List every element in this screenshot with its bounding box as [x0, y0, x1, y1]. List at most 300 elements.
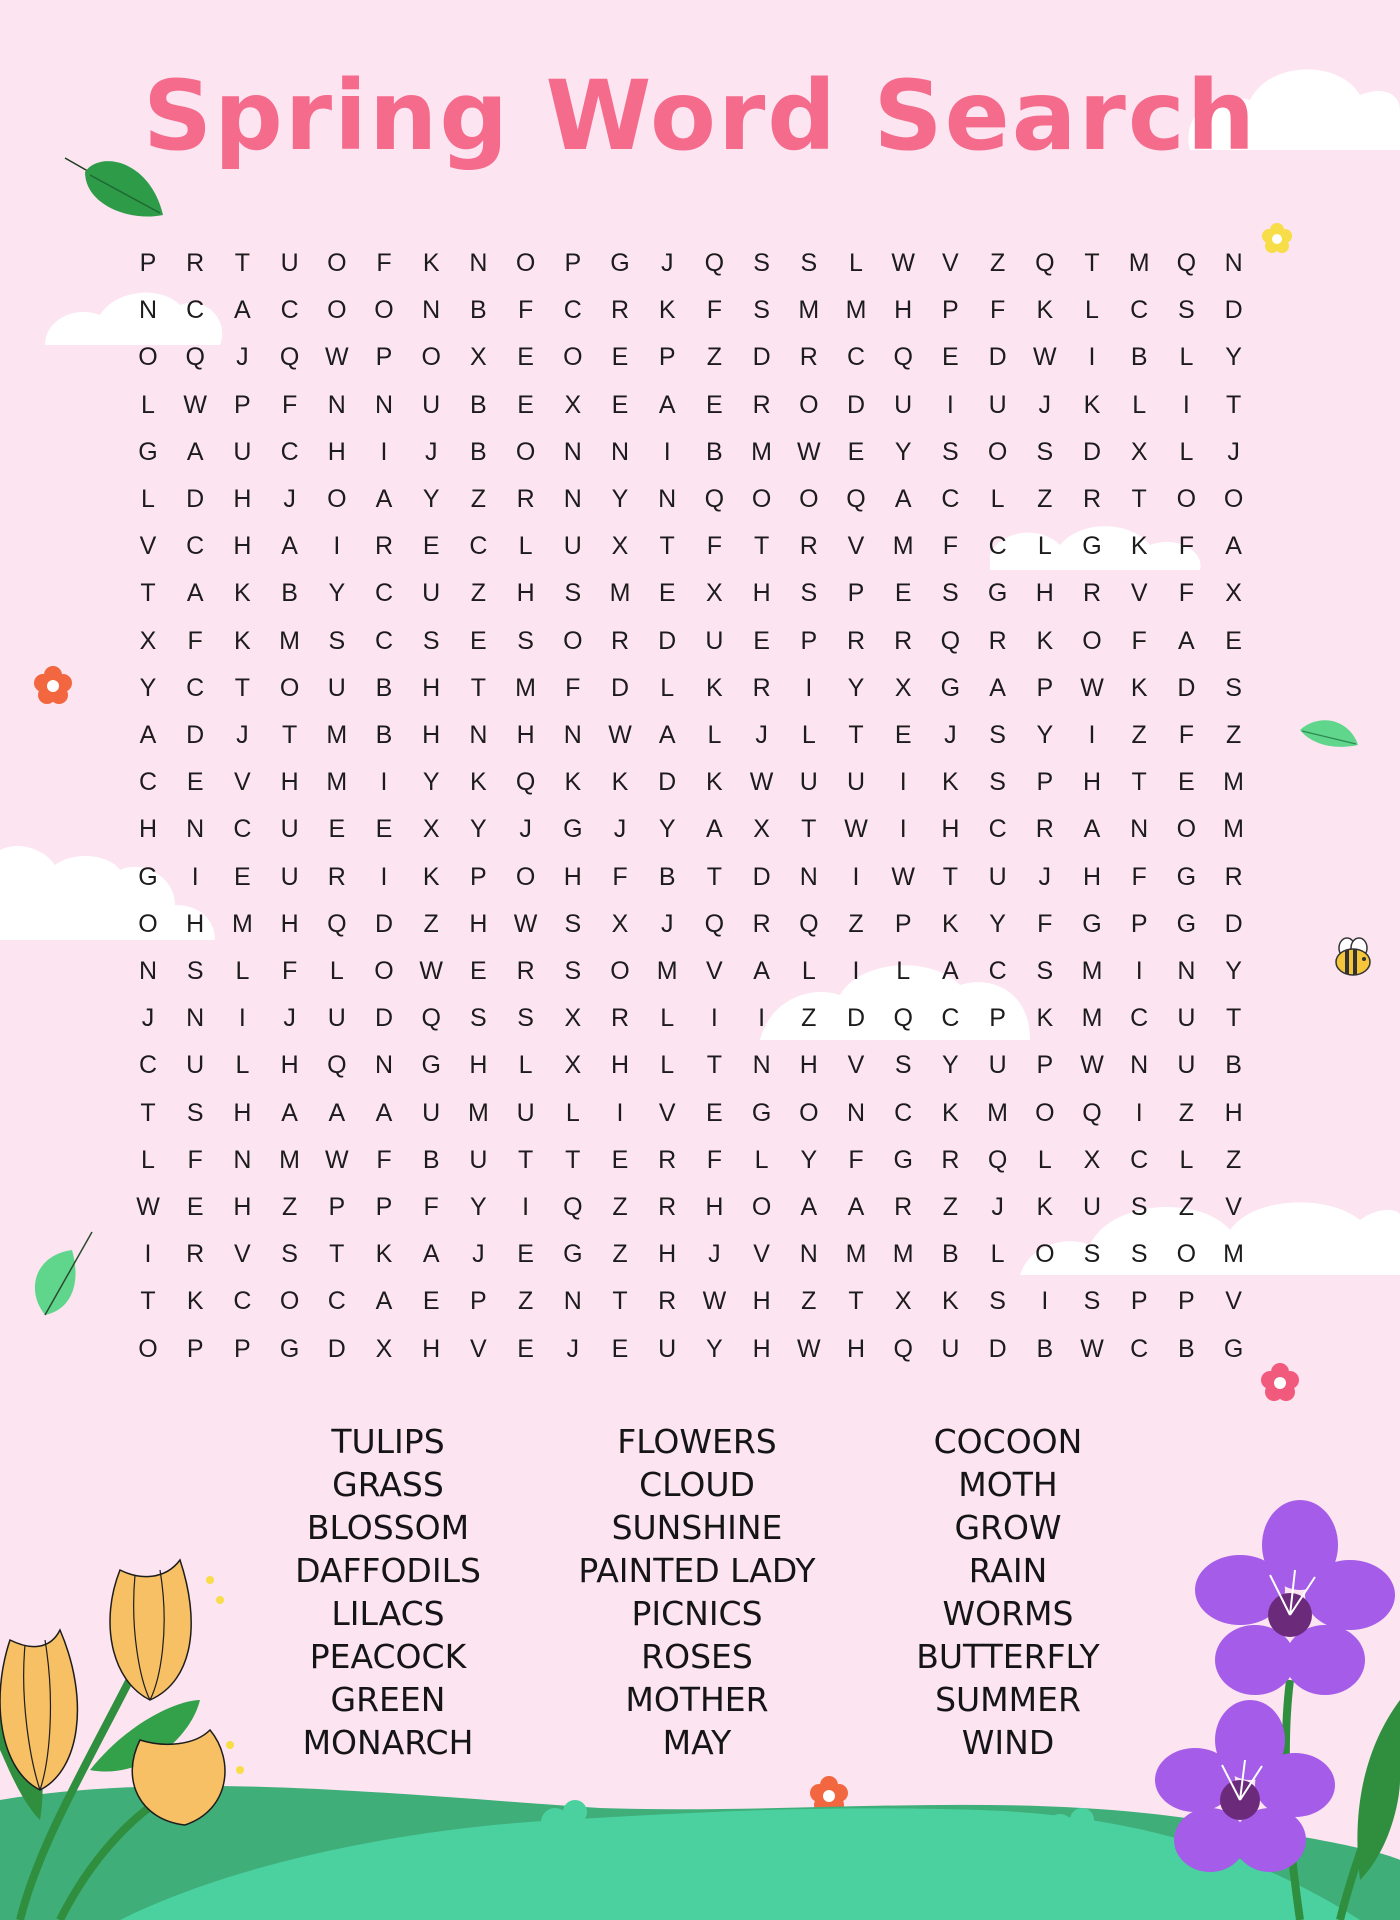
grid-letter: J — [613, 815, 627, 844]
grid-letter: P — [1036, 768, 1054, 797]
grid-letter: L — [754, 1145, 769, 1174]
grid-letter: U — [941, 1334, 960, 1363]
grid-letter: M — [279, 626, 300, 655]
grid-letter: F — [565, 673, 581, 702]
grid-letter: K — [942, 909, 959, 938]
grid-letter: D — [1224, 909, 1243, 938]
grid-letter: R — [610, 1004, 630, 1033]
grid-letter: Q — [327, 909, 347, 938]
grid-letter: I — [380, 768, 388, 797]
grid-letter: F — [423, 1193, 439, 1221]
grid-letter: L — [1037, 532, 1052, 561]
grid-letter: C — [138, 768, 158, 797]
grid-letter: S — [470, 1004, 487, 1033]
grid-letter: X — [1130, 437, 1148, 466]
grid-letter: G — [987, 579, 1008, 608]
grid-letter: W — [513, 909, 538, 938]
grid-letter: R — [186, 249, 205, 277]
grid-letter: B — [1036, 1334, 1054, 1363]
grid-letter: S — [942, 437, 959, 466]
grid-letter: O — [515, 862, 536, 891]
grid-letter: N — [138, 957, 158, 985]
grid-letter: I — [380, 862, 388, 891]
grid-letter: N — [563, 485, 582, 513]
grid-letter: L — [801, 721, 816, 749]
word-list-item: CLOUD — [639, 1465, 755, 1504]
grid-letter: L — [565, 1098, 580, 1127]
grid-letter: C — [280, 437, 299, 466]
grid-letter: A — [1178, 626, 1195, 655]
grid-letter: C — [1130, 1004, 1149, 1033]
word-list-item: PICNICS — [631, 1594, 763, 1633]
grid-letter: O — [1035, 1240, 1055, 1269]
grid-letter: T — [565, 1145, 581, 1174]
grid-letter: L — [801, 957, 816, 985]
grid-letter: Y — [470, 815, 487, 844]
grid-letter: S — [422, 626, 440, 655]
grid-letter: Q — [799, 909, 819, 938]
grid-letter: R — [846, 626, 866, 655]
grid-letter: J — [660, 909, 674, 938]
grid-letter: G — [610, 249, 630, 277]
grid-letter: Q — [893, 1004, 913, 1033]
grid-letter: V — [847, 1051, 865, 1080]
grid-letter: A — [658, 390, 676, 419]
grid-letter: M — [467, 1098, 489, 1127]
grid-letter: G — [563, 815, 583, 844]
grid-letter: C — [941, 485, 960, 513]
grid-letter: Y — [422, 768, 440, 797]
grid-letter: F — [942, 532, 959, 561]
grid-letter: Y — [847, 673, 865, 702]
grid-letter: M — [892, 532, 914, 561]
grid-letter: X — [564, 1051, 582, 1080]
grid-letter: V — [1130, 579, 1148, 608]
grid-letter: J — [236, 721, 249, 749]
grid-letter: E — [328, 815, 346, 844]
grid-letter: W — [796, 437, 821, 466]
grid-letter: F — [706, 1145, 723, 1174]
grid-letter: R — [327, 862, 346, 891]
grid-letter: K — [422, 249, 440, 277]
grid-letter: O — [374, 296, 394, 325]
grid-letter: Y — [470, 1193, 487, 1221]
word-list-item: MOTH — [958, 1465, 1058, 1504]
grid-letter: I — [663, 437, 671, 466]
grid-letter: Y — [942, 1051, 959, 1080]
grid-letter: T — [848, 721, 864, 749]
word-list-column-1 — [208, 1420, 568, 1764]
grid-letter: X — [564, 1004, 582, 1033]
grid-letter: F — [187, 1145, 203, 1174]
grid-letter: C — [280, 296, 299, 325]
grid-letter: G — [1082, 909, 1102, 938]
grid-letter: P — [1130, 909, 1148, 938]
grid-letter: E — [517, 1334, 534, 1363]
grid-letter: M — [279, 1145, 300, 1174]
grid-letter: Y — [422, 485, 440, 513]
grid-letter: C — [1130, 296, 1149, 325]
grid-letter: R — [1082, 579, 1102, 608]
grid-letter: G — [279, 1334, 300, 1363]
grid-letter: L — [990, 1240, 1005, 1269]
grid-letter: A — [375, 1287, 393, 1316]
word-list-item: RAIN — [968, 1551, 1048, 1590]
word-list-item: DAFFODILS — [295, 1551, 481, 1590]
grid-letter: Q — [515, 768, 536, 797]
grid-letter: J — [1038, 390, 1052, 419]
grid-letter: Z — [423, 909, 439, 938]
word-list-item: GRASS — [332, 1465, 444, 1504]
grid-letter: A — [375, 1098, 393, 1127]
grid-letter: P — [894, 909, 912, 938]
grid-letter: O — [327, 485, 347, 513]
grid-letter: K — [1036, 296, 1054, 325]
grid-letter: A — [894, 485, 912, 513]
grid-letter: O — [374, 957, 394, 985]
grid-letter: N — [138, 296, 158, 325]
grid-letter: E — [706, 1098, 723, 1127]
grid-letter: N — [610, 437, 630, 466]
grid-letter: T — [706, 862, 723, 891]
grid-letter: S — [328, 626, 346, 655]
grid-letter: O — [421, 343, 441, 372]
word-list-item: PAINTED LADY — [578, 1551, 816, 1590]
grid-letter: B — [375, 673, 393, 702]
grid-letter: G — [940, 673, 961, 702]
grid-letter: D — [610, 673, 630, 702]
grid-letter: D — [752, 862, 771, 891]
grid-letter: S — [894, 1051, 912, 1080]
grid-letter: H — [469, 909, 488, 938]
grid-letter: W — [796, 1334, 821, 1363]
grid-letter: E — [517, 390, 534, 419]
grid-letter: U — [1177, 1004, 1196, 1033]
grid-letter: I — [1088, 343, 1096, 372]
grid-letter: B — [1178, 1334, 1195, 1363]
grid-letter: W — [1080, 673, 1104, 702]
grid-letter: I — [899, 768, 907, 797]
grid-letter: X — [611, 909, 629, 938]
grid-letter: J — [991, 1193, 1004, 1221]
grid-letter: F — [1131, 626, 1147, 655]
grid-letter: P — [1036, 1051, 1054, 1080]
grid-letter: O — [1082, 626, 1102, 655]
grid-letter: H — [894, 296, 913, 325]
grid-letter: O — [1176, 1240, 1197, 1269]
grid-letter: Y — [706, 1334, 723, 1363]
grid-letter: G — [421, 1051, 441, 1080]
grid-letter: F — [281, 390, 298, 419]
grid-letter: B — [658, 862, 676, 891]
grid-letter: U — [327, 1004, 346, 1033]
grid-letter: F — [1037, 909, 1053, 938]
grid-letter: H — [280, 909, 299, 938]
grid-letter: K — [1130, 673, 1148, 702]
grid-letter: O — [327, 249, 347, 277]
grid-letter: O — [799, 485, 819, 513]
grid-letter: C — [988, 815, 1007, 844]
grid-letter: C — [846, 343, 866, 372]
grid-letter: N — [469, 249, 488, 277]
grid-letter: P — [375, 1193, 393, 1221]
grid-letter: O — [563, 343, 583, 372]
grid-letter: K — [375, 1240, 393, 1269]
grid-letter: T — [1225, 390, 1242, 419]
grid-letter: M — [987, 1098, 1008, 1127]
grid-letter: N — [186, 1004, 205, 1033]
grid-letter: F — [187, 626, 203, 655]
grid-letter: O — [138, 909, 158, 938]
word-list-item: MOTHER — [625, 1680, 769, 1719]
grid-letter: N — [327, 390, 346, 419]
grid-letter: Q — [704, 485, 725, 513]
grid-letter: H — [138, 815, 158, 844]
grid-letter: Z — [801, 1287, 817, 1316]
grid-letter: K — [1130, 532, 1148, 561]
grid-letter: W — [891, 249, 915, 277]
grid-letter: H — [516, 721, 535, 749]
grid-letter: M — [1081, 957, 1103, 985]
grid-letter: N — [799, 862, 818, 891]
grid-letter: N — [658, 485, 677, 513]
word-list-item: SUNSHINE — [611, 1508, 783, 1547]
grid-letter: W — [136, 1193, 160, 1221]
grid-letter: J — [141, 1004, 155, 1033]
grid-letter: H — [1224, 1098, 1243, 1127]
grid-letter: P — [942, 296, 959, 325]
grid-letter: R — [752, 673, 771, 702]
grid-letter: H — [941, 815, 960, 844]
grid-letter: L — [707, 721, 722, 749]
grid-letter: H — [233, 1098, 252, 1127]
grid-letter: O — [138, 343, 158, 372]
grid-letter: W — [183, 390, 207, 419]
grid-letter: E — [894, 721, 912, 749]
grid-letter: O — [751, 1193, 772, 1221]
grid-letter: F — [1178, 579, 1195, 608]
grid-letter: C — [894, 1098, 913, 1127]
grid-letter: X — [1225, 579, 1242, 608]
grid-letter: U — [516, 1098, 535, 1127]
grid-letter: H — [752, 1334, 771, 1363]
word-list-column-2 — [517, 1420, 877, 1764]
grid-letter: U — [280, 815, 299, 844]
grid-letter: K — [234, 579, 251, 608]
grid-letter: T — [612, 1287, 628, 1316]
word-list-item: SUMMER — [935, 1680, 1081, 1719]
grid-letter: H — [658, 1240, 677, 1269]
grid-letter: X — [375, 1334, 393, 1363]
grid-letter: W — [324, 1145, 349, 1174]
grid-letter: F — [376, 249, 392, 277]
grid-letter: H — [1035, 579, 1054, 608]
page-title: Spring Word Search — [142, 60, 1258, 172]
grid-letter: H — [846, 1334, 866, 1363]
grid-letter: F — [281, 957, 298, 985]
grid-letter: S — [564, 579, 582, 608]
grid-letter: P — [234, 1334, 251, 1363]
grid-letter: R — [799, 532, 818, 561]
grid-letter: X — [564, 390, 582, 419]
grid-letter: D — [374, 909, 394, 938]
grid-letter: R — [516, 485, 535, 513]
grid-letter: I — [758, 1004, 766, 1033]
grid-letter: T — [140, 1098, 156, 1127]
grid-letter: G — [751, 1098, 772, 1127]
grid-letter: A — [186, 437, 204, 466]
grid-letter: O — [610, 957, 630, 985]
grid-letter: T — [1131, 485, 1147, 513]
grid-letter: G — [1223, 1334, 1244, 1363]
grid-letter: D — [846, 390, 866, 419]
grid-letter: T — [234, 673, 251, 702]
grid-letter: F — [706, 532, 723, 561]
grid-letter: S — [564, 957, 582, 985]
grid-letter: O — [1176, 815, 1197, 844]
grid-letter: B — [706, 437, 723, 466]
grid-letter: S — [800, 249, 818, 277]
grid-letter: N — [799, 1240, 818, 1269]
grid-letter: M — [845, 1240, 867, 1269]
grid-letter: H — [516, 579, 535, 608]
grid-letter: A — [375, 485, 393, 513]
grid-letter: X — [422, 815, 440, 844]
grid-letter: D — [327, 1334, 346, 1363]
grid-letter: B — [942, 1240, 959, 1269]
grid-letter: S — [281, 1240, 298, 1269]
grid-letter: I — [380, 437, 388, 466]
grid-letter: U — [988, 1051, 1007, 1080]
grid-letter: A — [800, 1193, 818, 1221]
grid-letter: U — [563, 532, 582, 561]
grid-letter: L — [518, 1051, 533, 1080]
grid-letter: V — [847, 532, 865, 561]
word-list-item: LILACS — [331, 1594, 445, 1633]
grid-letter: N — [374, 390, 394, 419]
grid-letter: M — [1223, 768, 1244, 797]
grid-letter: X — [706, 579, 723, 608]
grid-letter: N — [752, 1051, 771, 1080]
grid-letter: Z — [1178, 1098, 1195, 1127]
grid-letter: I — [1135, 1098, 1143, 1127]
word-list-column-3 — [828, 1420, 1188, 1764]
grid-letter: C — [1130, 1145, 1149, 1174]
grid-letter: B — [470, 296, 487, 325]
grid-letter: X — [1083, 1145, 1101, 1174]
word-list-item: MAY — [662, 1723, 732, 1762]
grid-letter: L — [235, 1051, 250, 1080]
grid-letter: I — [946, 390, 954, 419]
grid-letter: O — [138, 1334, 158, 1363]
grid-letter: S — [564, 909, 582, 938]
grid-letter: B — [422, 1145, 440, 1174]
grid-letter: N — [186, 815, 205, 844]
grid-letter: G — [1176, 909, 1197, 938]
grid-letter: B — [375, 721, 393, 749]
grid-letter: A — [422, 1240, 440, 1269]
grid-letter: C — [138, 1051, 158, 1080]
grid-letter: F — [1178, 532, 1195, 561]
grid-letter: N — [563, 1287, 582, 1316]
grid-letter: B — [470, 390, 487, 419]
grid-letter: E — [517, 343, 534, 372]
word-list-item: WORMS — [942, 1594, 1074, 1633]
grid-letter: Y — [1225, 343, 1242, 372]
grid-letter: F — [517, 296, 534, 325]
grid-letter: F — [1131, 862, 1147, 891]
grid-letter: E — [470, 957, 487, 985]
grid-letter: Z — [281, 1193, 298, 1221]
grid-letter: R — [1224, 862, 1243, 891]
grid-letter: Z — [801, 1004, 817, 1033]
grid-letter: I — [852, 862, 860, 891]
grid-letter: S — [1130, 1193, 1148, 1221]
grid-letter: Q — [893, 1334, 913, 1363]
grid-letter: H — [233, 532, 252, 561]
grid-letter: T — [942, 862, 959, 891]
grid-letter: R — [752, 390, 771, 419]
grid-letter: I — [899, 815, 907, 844]
grid-letter: R — [374, 532, 394, 561]
grid-letter: I — [1041, 1287, 1049, 1316]
grid-letter: C — [233, 1287, 252, 1316]
grid-letter: S — [753, 296, 770, 325]
grid-letter: U — [846, 768, 866, 797]
grid-letter: Q — [940, 626, 961, 655]
grid-letter: U — [799, 768, 818, 797]
grid-letter: U — [469, 1145, 488, 1174]
grid-letter: X — [894, 673, 912, 702]
grid-letter: M — [609, 579, 631, 608]
grid-letter: I — [191, 862, 199, 891]
grid-letter: L — [518, 532, 533, 561]
grid-letter: A — [1225, 532, 1242, 561]
grid-letter: H — [327, 437, 346, 466]
grid-letter: M — [1128, 249, 1150, 277]
grid-letter: I — [1182, 390, 1190, 419]
grid-letter: Z — [470, 485, 487, 513]
grid-letter: I — [333, 532, 341, 561]
grid-letter: K — [422, 862, 440, 891]
grid-letter: Q — [421, 1004, 441, 1033]
grid-letter: S — [800, 579, 818, 608]
word-list-item: BLOSSOM — [306, 1508, 470, 1547]
grid-letter: N — [846, 1098, 866, 1127]
grid-letter: E — [753, 626, 770, 655]
grid-letter: T — [140, 579, 156, 608]
grid-letter: Z — [1178, 1193, 1195, 1221]
grid-letter: R — [752, 909, 771, 938]
grid-letter: Z — [989, 249, 1006, 277]
grid-letter: E — [847, 437, 865, 466]
grid-letter: E — [470, 626, 487, 655]
grid-letter: O — [279, 673, 300, 702]
grid-letter: U — [422, 579, 441, 608]
grid-letter: K — [470, 768, 487, 797]
grid-letter: I — [522, 1193, 530, 1221]
grid-letter: U — [280, 249, 299, 277]
grid-letter: K — [942, 1287, 959, 1316]
grid-letter: I — [238, 1004, 246, 1033]
grid-letter: M — [1081, 1004, 1103, 1033]
grid-letter: K — [706, 768, 723, 797]
grid-letter: K — [234, 626, 251, 655]
grid-letter: H — [1082, 768, 1102, 797]
grid-letter: L — [141, 1145, 155, 1174]
grid-letter: V — [706, 957, 723, 985]
grid-letter: K — [942, 1098, 959, 1127]
